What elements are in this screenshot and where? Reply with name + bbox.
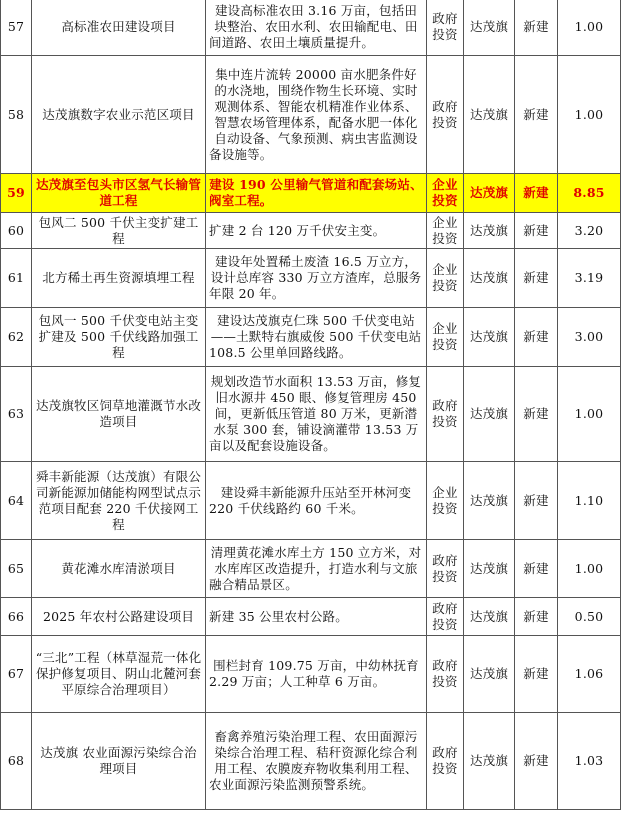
investment-amount: 1.00: [558, 56, 621, 174]
project-name: 包风二 500 千伏主变扩建工程: [32, 213, 206, 249]
investment-amount: 8.85: [558, 174, 621, 213]
investment-type-line: 投资: [432, 193, 458, 208]
investment-type-line: 投资: [432, 616, 458, 632]
row-number: 57: [1, 0, 32, 56]
row-number: 67: [1, 636, 32, 713]
row-number: 66: [1, 598, 32, 636]
investment-amount: 3.00: [558, 308, 621, 367]
investment-type: [427, 213, 464, 249]
project-location: 达茂旗: [464, 308, 515, 367]
table-row: [1, 308, 621, 367]
project-location: 达茂旗: [464, 249, 515, 308]
investment-amount: 0.50: [558, 598, 621, 636]
project-content: 新建 35 公里农村公路。: [206, 598, 427, 636]
investment-type-line: 投资: [432, 27, 458, 42]
construction-kind: 新建: [515, 540, 558, 598]
project-name: 高标准农田建设项目: [32, 0, 206, 56]
row-number: 60: [1, 213, 32, 249]
investment-amount: 3.20: [558, 213, 621, 249]
row-number: 68: [1, 713, 32, 810]
project-name: 达茂旗至包头市区氢气长输管道工程: [32, 174, 206, 213]
project-location: 达茂旗: [464, 174, 515, 213]
investment-amount: 1.00: [558, 540, 621, 598]
project-content: 建设舜丰新能源升压站至开林河变 220 千伏线路约 60 千米。: [206, 462, 427, 540]
investment-type-line: 企业: [432, 177, 458, 192]
row-number: 63: [1, 367, 32, 462]
row-number: 61: [1, 249, 32, 308]
table-row: [1, 56, 621, 174]
project-name: 2025 年农村公路建设项目: [32, 598, 206, 636]
investment-type: [427, 598, 464, 636]
investment-amount: 3.19: [558, 249, 621, 308]
investment-type: [427, 462, 464, 540]
construction-kind: 新建: [515, 249, 558, 308]
investment-amount: 1.10: [558, 462, 621, 540]
investment-type-line: 投资: [432, 761, 458, 776]
project-content: 建设达茂旗克仁珠 500 千伏变电站——土默特右旗威俊 500 千伏变电站 108.5 公里单回路线路。: [206, 308, 427, 367]
project-name: 达茂旗牧区饲草地灌溉节水改造项目: [32, 367, 206, 462]
investment-type-line: 政府: [432, 658, 458, 673]
project-location: 达茂旗: [464, 598, 515, 636]
row-number: 58: [1, 56, 32, 174]
investment-type: [427, 713, 464, 810]
project-name: 达茂旗数字农业示范区项目: [32, 56, 206, 174]
project-name: 达茂旗 农业面源污染综合治理项目: [32, 713, 206, 810]
investment-amount: 1.03: [558, 713, 621, 810]
investment-type-line: 政府: [432, 552, 458, 568]
row-number: 65: [1, 540, 32, 598]
project-location: 达茂旗: [464, 462, 515, 540]
project-name: “三北”工程（林草湿荒一体化保护修复项目、阴山北麓河套平原综合治理项目）: [32, 636, 206, 713]
project-name: 北方稀土再生资源填埋工程: [32, 249, 206, 308]
table-row: [1, 540, 621, 598]
project-content: 扩建 2 台 120 万千伏安主变。: [206, 213, 427, 249]
investment-type: [427, 308, 464, 367]
table-row: [1, 213, 621, 249]
investment-type-line: 投资: [432, 337, 458, 352]
row-number: 59: [1, 174, 32, 213]
project-location: 达茂旗: [464, 367, 515, 462]
project-content: 围栏封育 109.75 万亩，中幼林抚育 2.29 万亩；人工种草 6 万亩。: [206, 636, 427, 713]
investment-type-line: 政府: [432, 398, 458, 413]
project-location: 达茂旗: [464, 0, 515, 56]
project-content: 建设高标准农田 3.16 万亩，包括田块整治、农田水利、农田输配电、田间道路、农田土壤质量提升。: [206, 0, 427, 56]
project-content: 规划改造节水面积 13.53 万亩，修复旧水源井 450 眼、修复管理房 450 间，更新低压管道 80 万米，更新潜水泵 300 套，铺设滴灌带 13.53 万亩以及配套设施设备。: [206, 367, 427, 462]
investment-type-line: 投资: [432, 114, 458, 130]
investment-type: [427, 636, 464, 713]
construction-kind: 新建: [515, 713, 558, 810]
construction-kind: 新建: [515, 462, 558, 540]
project-location: 达茂旗: [464, 56, 515, 174]
investment-type-line: 投资: [432, 278, 458, 293]
investment-amount: 1.00: [558, 367, 621, 462]
investment-type-line: 企业: [432, 321, 458, 336]
investment-type-line: 政府: [432, 745, 458, 760]
table-row: [1, 462, 621, 540]
construction-kind: 新建: [515, 174, 558, 213]
investment-type-line: 企业: [432, 484, 458, 500]
investment-type-line: 投资: [432, 414, 458, 429]
project-location: 达茂旗: [464, 713, 515, 810]
project-name: 包风一 500 千伏变电站主变扩建及 500 千伏线路加强工程: [32, 308, 206, 367]
investment-type-line: 企业: [432, 262, 458, 277]
project-name: 舜丰新能源（达茂旗）有限公司新能源加储能构网型试点示范项目配套 220 千伏接网工程: [32, 462, 206, 540]
project-location: 达茂旗: [464, 540, 515, 598]
investment-amount: 1.06: [558, 636, 621, 713]
investment-type-line: 投资: [432, 674, 458, 689]
project-content: 畜禽养殖污染治理工程、农田面源污染综合治理工程、秸秆资源化综合利用工程、农膜废弃物收集利用工程、农业面源污染监测预警系统。: [206, 713, 427, 810]
investment-type-line: 企业: [432, 214, 458, 230]
construction-kind: 新建: [515, 308, 558, 367]
investment-type-line: 投资: [432, 230, 458, 246]
investment-type-line: 投资: [432, 500, 458, 516]
table-row: [1, 0, 621, 56]
construction-kind: 新建: [515, 367, 558, 462]
project-location: 达茂旗: [464, 213, 515, 249]
construction-kind: 新建: [515, 0, 558, 56]
investment-type: [427, 540, 464, 598]
project-content: 集中连片流转 20000 亩水肥条件好的水浇地，围绕作物生长环境、实时观测体系、智能农机精准作业体系、智慧农场管理体系，配备水肥一体化自动设备、气象预测、病虫害监测设备设施等。: [206, 56, 427, 174]
row-number: 64: [1, 462, 32, 540]
investment-type-line: 投资: [432, 568, 458, 584]
investment-type: [427, 367, 464, 462]
project-content: 建设年处置稀土废渣 16.5 万立方，设计总库容 330 万立方渣库，总服务年限 20 年。: [206, 249, 427, 308]
project-content: 建设 190 公里输气管道和配套场站、阀室工程。: [206, 174, 427, 213]
project-content: 清理黄花滩水库土方 150 立方米，对水库库区改造提升，打造水利与文旅融合精品景区。: [206, 540, 427, 598]
investment-type-line: 政府: [432, 600, 458, 616]
row-number: 62: [1, 308, 32, 367]
project-name: 黄花滩水库清淤项目: [32, 540, 206, 598]
construction-kind: 新建: [515, 56, 558, 174]
investment-type: [427, 56, 464, 174]
construction-kind: 新建: [515, 213, 558, 249]
investment-type-line: 政府: [432, 11, 458, 26]
table-row: [1, 636, 621, 713]
table-row: [1, 367, 621, 462]
table-row-highlighted: [1, 174, 621, 213]
table-row: [1, 598, 621, 636]
investment-amount: 1.00: [558, 0, 621, 56]
investment-type: [427, 0, 464, 56]
investment-type-line: 政府: [432, 98, 458, 114]
project-location: 达茂旗: [464, 636, 515, 713]
construction-kind: 新建: [515, 598, 558, 636]
table-row: [1, 249, 621, 308]
construction-kind: 新建: [515, 636, 558, 713]
table-row: [1, 713, 621, 810]
investment-type: [427, 249, 464, 308]
investment-type: [427, 174, 464, 213]
